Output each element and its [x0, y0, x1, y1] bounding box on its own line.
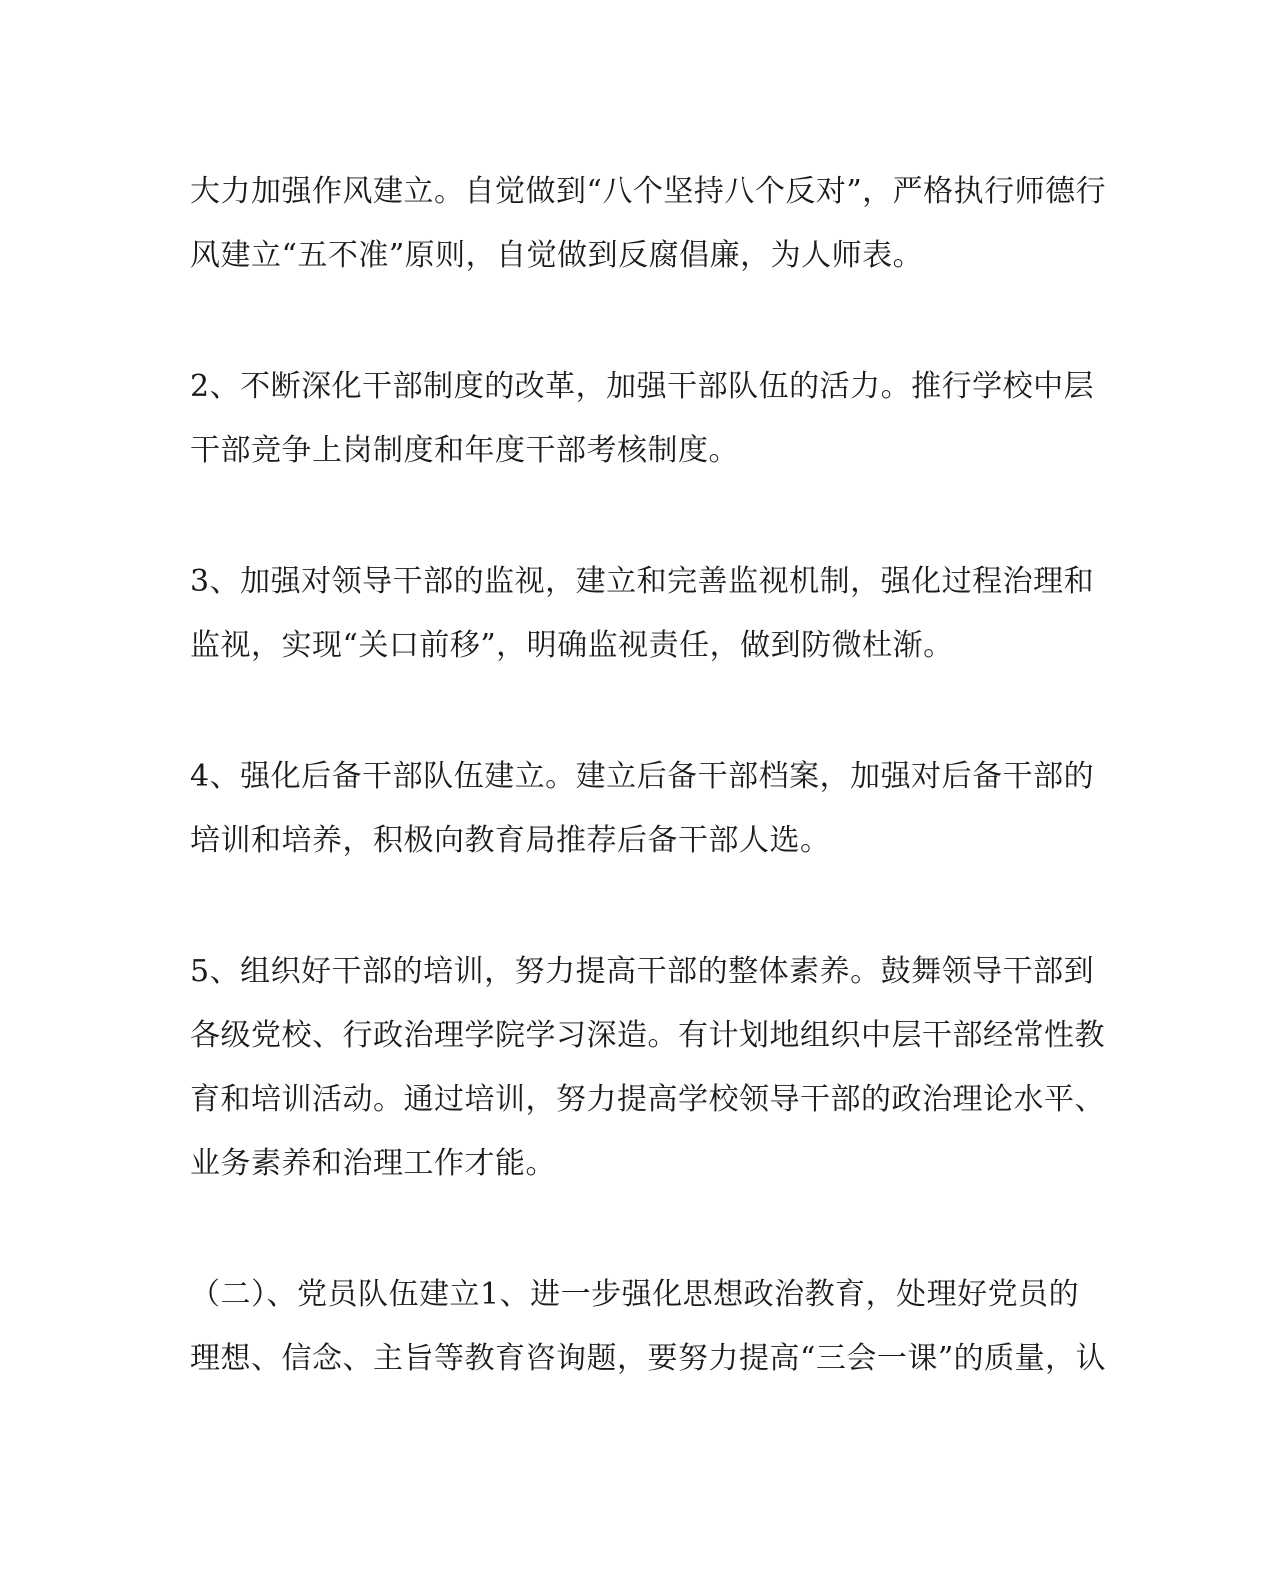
text-line: 监视，实现“关口前移”，明确监视责任，做到防微杜渐。 — [190, 628, 954, 663]
text-line: （二）、党员队伍建立1、进一步强化思想政治教育，处理好党员的 — [190, 1277, 1080, 1312]
text-line: 风建立“五不准”原则，自觉做到反腐倡廉，为人师表。 — [190, 238, 924, 273]
paragraph-style-building — [190, 160, 1107, 288]
text-line: 2、不断深化干部制度的改革，加强干部队伍的活力。推行学校中层 — [190, 369, 1095, 404]
paragraph-section-2-party-members — [190, 1263, 1107, 1391]
paragraph-item-2 — [190, 355, 1095, 483]
paragraph-item-3 — [190, 550, 1095, 678]
document-body — [190, 160, 1107, 1458]
text-line: 业务素养和治理工作才能。 — [190, 1146, 556, 1181]
text-line: 各级党校、行政治理学院学习深造。有计划地组织中层干部经常性教 — [190, 1018, 1105, 1053]
text-line: 5、组织好干部的培训，努力提高干部的整体素养。鼓舞领导干部到 — [190, 954, 1095, 989]
text-line: 干部竞争上岗制度和年度干部考核制度。 — [190, 433, 739, 468]
text-line: 大力加强作风建立。自觉做到“八个坚持八个反对”，严格执行师德行 — [190, 174, 1107, 209]
text-line: 培训和培养，积极向教育局推荐后备干部人选。 — [190, 823, 831, 858]
paragraph-item-4 — [190, 745, 1095, 873]
text-line: 4、强化后备干部队伍建立。建立后备干部档案，加强对后备干部的 — [190, 759, 1095, 794]
text-line: 理想、信念、主旨等教育咨询题，要努力提高“三会一课”的质量，认 — [190, 1341, 1107, 1376]
text-line: 育和培训活动。通过培训，努力提高学校领导干部的政治理论水平、 — [190, 1082, 1105, 1117]
paragraph-item-5 — [190, 940, 1105, 1196]
text-line: 3、加强对领导干部的监视，建立和完善监视机制，强化过程治理和 — [190, 564, 1095, 599]
